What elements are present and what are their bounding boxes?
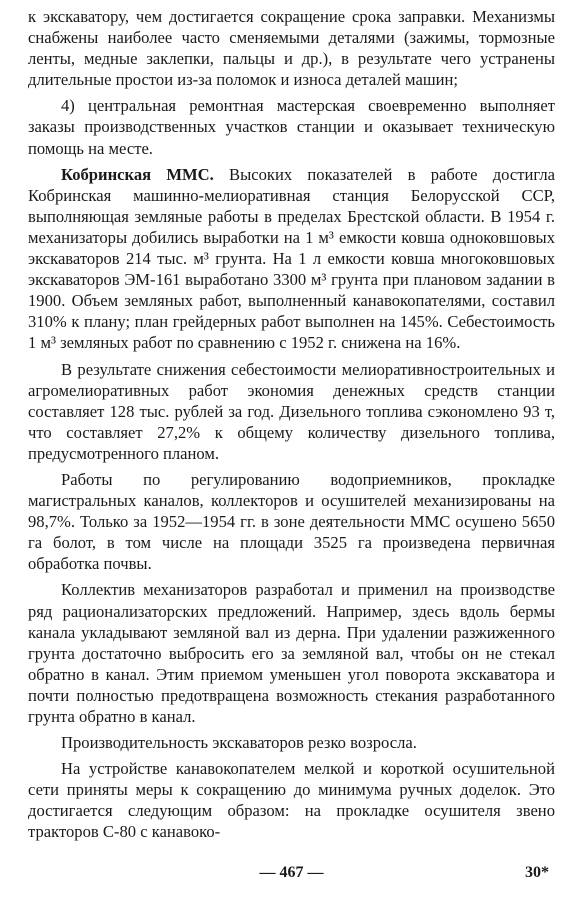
paragraph-4: В результате снижения себестоимости мелиоративностроительных и агромелиоративных работ экономия денежных средств станции составляет 128 тыс. рублей за год. Дизельного топлива сэкономлено 93 т, что составляет 27,2% к общему количеству дизельного топлива, предусмотренного планом.	[28, 359, 555, 463]
section-heading: Кобринская ММС.	[61, 164, 214, 184]
paragraph-1: к экскаватору, чем достигается сокращение срока заправки. Механизмы снабжены наиболее часто сменяемыми деталями (зажимы, тормозные ленты, медные заклепки, пальцы и др.), в результате чего устранены длительные простои из-за поломок и износа деталей машин;	[28, 7, 555, 90]
paragraph-8: На устройстве канавокопателем мелкой и короткой осушительной сети приняты меры к сокращению до минимума ручных доделок. Это достигается следующим образом: на прокладке осушителя звено тракторов С-80 с канавоко-	[28, 759, 555, 842]
paragraph-7: Производительность экскаваторов резко возросла.	[61, 733, 417, 753]
paragraph-2: 4) центральная ремонтная мастерская своевременно выполняет заказы производственных участков станции и оказывает техническую помощь на месте.	[28, 96, 555, 158]
paragraph-3-text: Высоких показателей в работе достигла Кобринская машинно-мелиоративная станция Белорусской ССР, выполняющая земляные работы в пределах Брестской области. В 1954 г. механизаторы добились выработки на 1 м³ емкости ковша одноковшовых экскаваторов 214 тыс. м³ грунта. На 1 л емкости ковша многоковшовых экскаваторов ЭМ-161 выработано 3300 м³ грунта при плановом задании в 1900. Объем земляных работ, выполненный канавокопателями, составил 310% к плану; план грейдерных работ выполнен на 145%. Себестоимость 1 м³ земляных работ по сравнению с 1952 г. снижена на 16%.	[28, 164, 556, 353]
page-body	[28, 6, 555, 843]
signature-mark: 30*	[525, 864, 549, 881]
page-number: — 467 —	[259, 864, 324, 881]
paragraph-kobrin	[28, 164, 555, 354]
page-footer	[28, 864, 555, 886]
paragraph-5: Работы по регулированию водоприемников, прокладке магистральных каналов, коллекторов и осушителей механизированы на 98,7%. Только за 1952—1954 гг. в зоне деятельности ММС осушено 5650 га болот, в том числе на площади 3525 га произведена первичная обработка почвы.	[28, 469, 555, 574]
paragraph-6: Коллектив механизаторов разработал и применил на производстве ряд рационализаторских предложений. Например, здесь вдоль бермы канала укладывают земляной вал из дерна. При удалении разжиженного грунта достаточно выбросить его за земляной вал, чтобы он не стекал обратно в канал. Этим приемом уменьшен угол поворота экскаватора и почти полностью предотвращена возможность стекания разработанного грунта обратно в канал.	[28, 580, 555, 726]
